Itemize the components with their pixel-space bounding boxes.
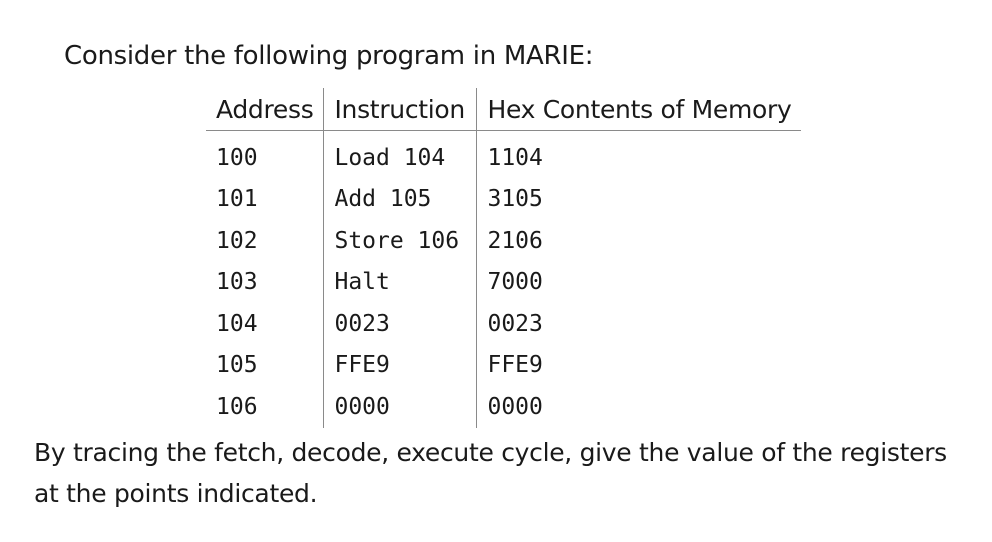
table-row — [206, 220, 801, 262]
cell-address: 102 — [206, 220, 324, 262]
table-row — [206, 262, 801, 304]
intro-text: Consider the following program in MARIE: — [64, 41, 594, 71]
table-row — [206, 345, 801, 387]
cell-hex: 7000 — [487, 269, 543, 296]
table-row — [206, 386, 801, 428]
header-address: Address — [206, 88, 324, 131]
table-header-row — [206, 88, 801, 131]
cell-instruction: FFE9 — [324, 345, 477, 387]
cell-address: 103 — [206, 262, 324, 304]
cell-hex: 2106 — [487, 227, 543, 254]
cell-hex: 0000 — [487, 393, 543, 420]
program-table — [206, 88, 801, 428]
cell-address: 100 — [206, 131, 324, 179]
cell-address: 105 — [206, 345, 324, 387]
cell-address: 101 — [206, 179, 324, 221]
table-row — [206, 179, 801, 221]
header-instruction: Instruction — [324, 88, 477, 131]
table-row — [206, 131, 801, 179]
header-hex-contents: Hex Contents of Memory — [477, 88, 802, 131]
cell-hex: 3105 — [487, 186, 543, 213]
outro-text: By tracing the fetch, decode, execute cycle, give the value of the registers at the points indicated. — [34, 438, 947, 508]
cell-instruction: Halt — [324, 262, 477, 304]
cell-instruction: 0000 — [324, 386, 477, 428]
cell-hex: 1104 — [487, 144, 543, 171]
cell-hex: FFE9 — [487, 352, 543, 379]
cell-instruction: 0023 — [324, 303, 477, 345]
cell-hex: 0023 — [487, 310, 543, 337]
cell-address: 106 — [206, 386, 324, 428]
table-row — [206, 303, 801, 345]
cell-address: 104 — [206, 303, 324, 345]
cell-instruction: Add 105 — [324, 179, 477, 221]
cell-instruction: Load 104 — [324, 131, 477, 179]
cell-instruction: Store 106 — [324, 220, 477, 262]
